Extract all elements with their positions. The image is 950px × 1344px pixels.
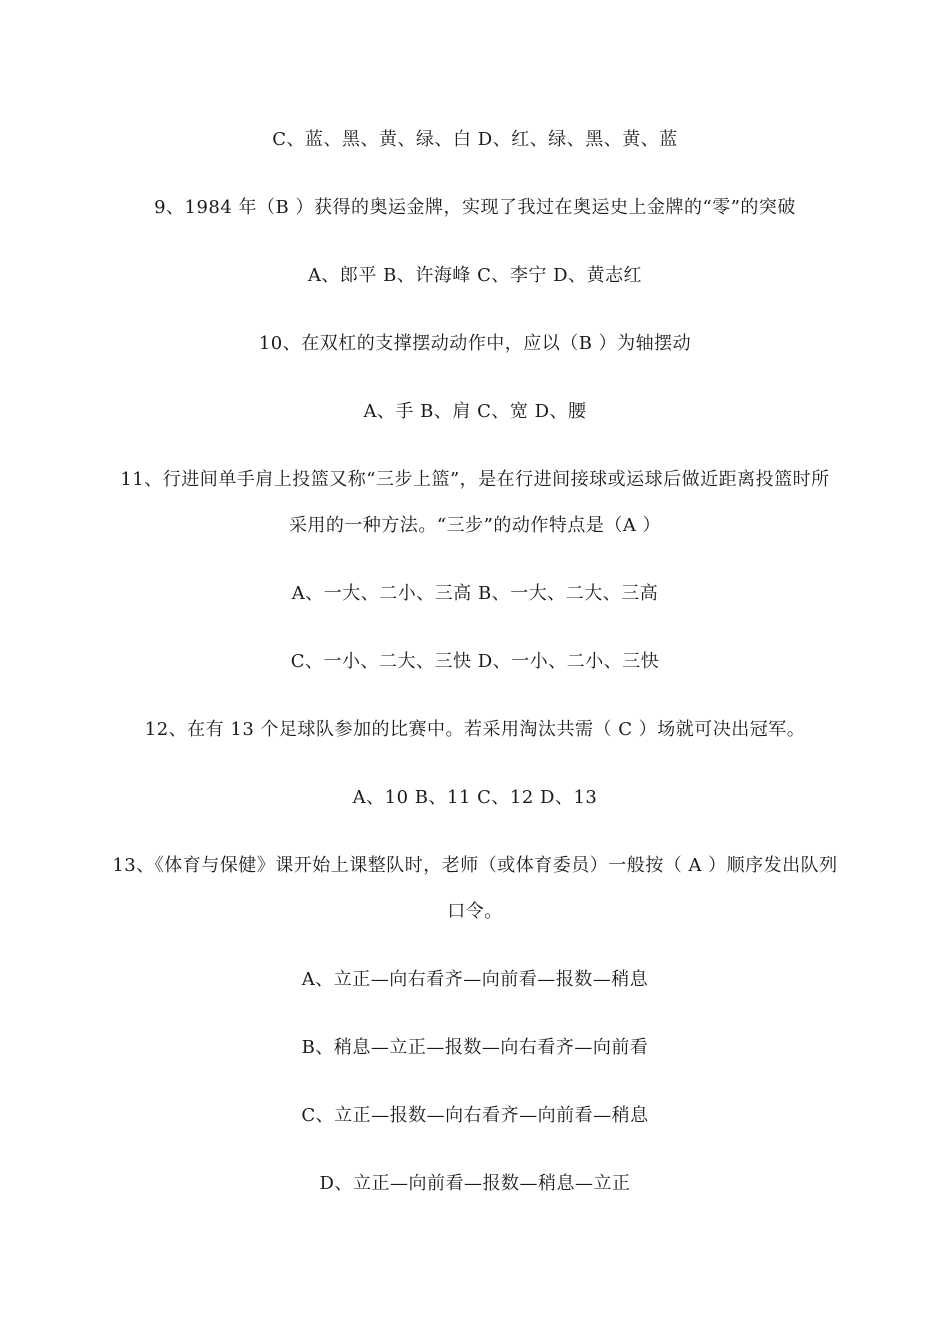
q8-options-cd: C、蓝、黑、黄、绿、白 D、红、绿、黑、黄、蓝 [272,129,678,150]
q13-option-d: D、立正—向前看—报数—稍息—立正 [319,1173,631,1194]
q12-options: A、10 B、11 C、12 D、13 [352,787,598,808]
q11-options-cd: C、一小、二大、三快 D、一小、二小、三快 [290,651,660,672]
q13-question-line1: 13、《体育与保健》课开始上课整队时，老师（或体育委员）一般按（ A ）顺序发出队列 [112,855,838,876]
q10-options: A、手 B、肩 C、宽 D、腰 [363,401,587,422]
q9-options: A、郎平 B、许海峰 C、李宁 D、黄志红 [307,265,643,286]
q13-option-c: C、立正—报数—向右看齐—向前看—稍息 [301,1105,649,1126]
q9-question: 9、1984 年（B ）获得的奥运金牌，实现了我过在奥运史上金牌的“零”的突破 [154,197,796,218]
q13-option-a: A、立正—向右看齐—向前看—报数—稍息 [301,969,649,990]
q12-question: 12、在有 13 个足球队参加的比赛中。若采用淘汰共需（ C ）场就可决出冠军。 [144,719,806,740]
q11-options-ab: A、一大、二小、三高 B、一大、二大、三高 [291,583,659,604]
q11-question-line2: 采用的一种方法。“三步”的动作特点是（A ） [288,515,662,536]
q10-question: 10、在双杠的支撑摆动动作中，应以（B ）为轴摆动 [258,333,692,354]
q13-question-line2: 口令。 [447,901,503,922]
q11-question-line1: 11、行进间单手肩上投篮又称“三步上篮”，是在行进间接球或运球后做近距离投篮时所 [120,469,830,490]
q13-option-b: B、稍息—立正—报数—向右看齐—向前看 [301,1037,649,1058]
